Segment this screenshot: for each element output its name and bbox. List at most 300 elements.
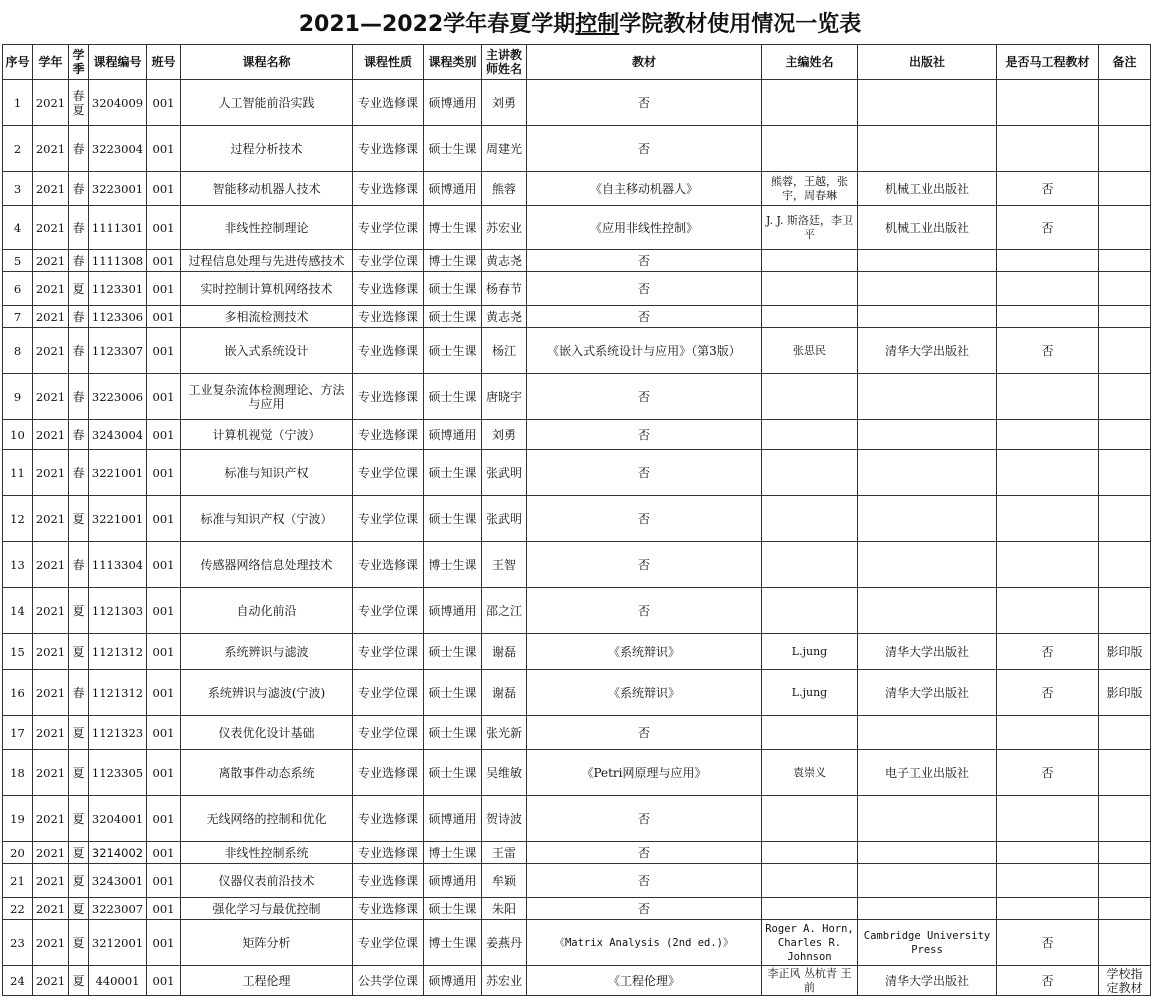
cell-mgc (997, 588, 1099, 634)
cell-nature: 专业选修课 (353, 328, 424, 374)
cell-book: 否 (527, 842, 762, 864)
cell-nature: 专业学位课 (353, 634, 424, 670)
cell-book: 否 (527, 450, 762, 496)
cell-cls: 001 (147, 898, 181, 920)
cell-no: 21 (3, 864, 33, 898)
cell-term: 夏 (69, 796, 89, 842)
cell-no: 14 (3, 588, 33, 634)
cell-cls: 001 (147, 750, 181, 796)
cell-code: 3243004 (89, 420, 147, 450)
cell-book: 《自主移动机器人》 (527, 172, 762, 206)
cell-nature: 专业学位课 (353, 588, 424, 634)
cell-code: 1111301 (89, 206, 147, 250)
cell-code: 3223006 (89, 374, 147, 420)
cell-category: 博士生课 (424, 542, 482, 588)
cell-term: 夏 (69, 750, 89, 796)
header-cell: 班号 (147, 45, 181, 80)
cell-no: 15 (3, 634, 33, 670)
cell-nature: 专业选修课 (353, 842, 424, 864)
cell-note (1099, 542, 1151, 588)
cell-term: 夏 (69, 842, 89, 864)
cell-category: 硕士生课 (424, 374, 482, 420)
cell-cls: 001 (147, 420, 181, 450)
table-row (3, 450, 1151, 496)
cell-editor (762, 272, 858, 306)
cell-no: 5 (3, 250, 33, 272)
cell-code: 1123307 (89, 328, 147, 374)
cell-editor (762, 842, 858, 864)
cell-cls: 001 (147, 634, 181, 670)
cell-note (1099, 796, 1151, 842)
cell-publisher (858, 496, 997, 542)
cell-note (1099, 420, 1151, 450)
cell-no: 3 (3, 172, 33, 206)
cell-cls: 001 (147, 496, 181, 542)
cell-publisher (858, 842, 997, 864)
cell-cls: 001 (147, 80, 181, 126)
cell-publisher (858, 374, 997, 420)
cell-name: 系统辨识与滤波(宁波) (181, 670, 353, 716)
cell-book: 否 (527, 898, 762, 920)
cell-term: 夏 (69, 716, 89, 750)
cell-term: 夏 (69, 966, 89, 996)
cell-nature: 公共学位课 (353, 966, 424, 996)
cell-year: 2021 (33, 898, 69, 920)
cell-name: 过程分析技术 (181, 126, 353, 172)
cell-mgc (997, 496, 1099, 542)
cell-no: 9 (3, 374, 33, 420)
header-cell: 主讲教师姓名 (482, 45, 527, 80)
cell-teacher: 熊蓉 (482, 172, 527, 206)
header-cell: 学季 (69, 45, 89, 80)
cell-publisher (858, 864, 997, 898)
cell-nature: 专业学位课 (353, 716, 424, 750)
cell-category: 硕士生课 (424, 272, 482, 306)
cell-mgc: 否 (997, 328, 1099, 374)
cell-note (1099, 328, 1151, 374)
cell-publisher (858, 250, 997, 272)
cell-year: 2021 (33, 716, 69, 750)
cell-mgc (997, 716, 1099, 750)
cell-name: 非线性控制理论 (181, 206, 353, 250)
cell-term: 春 (69, 250, 89, 272)
cell-mgc (997, 272, 1099, 306)
cell-editor (762, 588, 858, 634)
cell-no: 6 (3, 272, 33, 306)
cell-code: 1121312 (89, 634, 147, 670)
table-row (3, 542, 1151, 588)
cell-term: 春 (69, 306, 89, 328)
cell-teacher: 刘勇 (482, 420, 527, 450)
cell-note (1099, 272, 1151, 306)
cell-nature: 专业选修课 (353, 80, 424, 126)
header-cell: 出版社 (858, 45, 997, 80)
cell-code: 1123306 (89, 306, 147, 328)
cell-name: 强化学习与最优控制 (181, 898, 353, 920)
cell-code: 1123305 (89, 750, 147, 796)
cell-book: 否 (527, 496, 762, 542)
cell-cls: 001 (147, 842, 181, 864)
table-row (3, 588, 1151, 634)
cell-category: 博士生课 (424, 920, 482, 966)
cell-category: 硕士生课 (424, 750, 482, 796)
cell-cls: 001 (147, 450, 181, 496)
cell-nature: 专业选修课 (353, 374, 424, 420)
cell-term: 夏 (69, 496, 89, 542)
cell-editor: 袁崇义 (762, 750, 858, 796)
cell-mgc (997, 80, 1099, 126)
cell-year: 2021 (33, 842, 69, 864)
cell-editor (762, 496, 858, 542)
cell-nature: 专业选修课 (353, 750, 424, 796)
cell-name: 多相流检测技术 (181, 306, 353, 328)
cell-name: 仪器仪表前沿技术 (181, 864, 353, 898)
cell-code: 3223007 (89, 898, 147, 920)
cell-no: 13 (3, 542, 33, 588)
table-row (3, 306, 1151, 328)
cell-publisher (858, 80, 997, 126)
table-row (3, 250, 1151, 272)
page-title (0, 3, 1160, 43)
title-college: 控制 (575, 12, 620, 37)
cell-term: 春 (69, 374, 89, 420)
cell-teacher: 吴维敏 (482, 750, 527, 796)
cell-term: 夏 (69, 588, 89, 634)
cell-name: 过程信息处理与先进传感技术 (181, 250, 353, 272)
cell-code: 1113304 (89, 542, 147, 588)
cell-code: 3214002 (89, 842, 147, 864)
cell-mgc: 否 (997, 670, 1099, 716)
cell-name: 标准与知识产权（宁波） (181, 496, 353, 542)
cell-teacher: 牟颖 (482, 864, 527, 898)
cell-year: 2021 (33, 206, 69, 250)
cell-category: 博士生课 (424, 250, 482, 272)
table-row (3, 670, 1151, 716)
cell-term: 夏 (69, 864, 89, 898)
cell-note (1099, 306, 1151, 328)
cell-term: 春 (69, 172, 89, 206)
cell-term: 夏 (69, 634, 89, 670)
cell-cls: 001 (147, 716, 181, 750)
cell-editor (762, 80, 858, 126)
cell-year: 2021 (33, 634, 69, 670)
cell-name: 工业复杂流体检测理论、方法与应用 (181, 374, 353, 420)
cell-year: 2021 (33, 250, 69, 272)
cell-publisher (858, 898, 997, 920)
cell-teacher: 周建光 (482, 126, 527, 172)
header-cell: 主编姓名 (762, 45, 858, 80)
cell-publisher: 清华大学出版社 (858, 634, 997, 670)
cell-editor (762, 796, 858, 842)
cell-note (1099, 172, 1151, 206)
cell-book: 否 (527, 716, 762, 750)
cell-name: 实时控制计算机网络技术 (181, 272, 353, 306)
title-suffix: 学院教材使用情况一览表 (619, 12, 862, 37)
cell-teacher: 王雷 (482, 842, 527, 864)
cell-book: 否 (527, 126, 762, 172)
cell-publisher (858, 716, 997, 750)
cell-category: 博士生课 (424, 842, 482, 864)
cell-cls: 001 (147, 374, 181, 420)
cell-no: 8 (3, 328, 33, 374)
cell-term: 春 (69, 420, 89, 450)
cell-nature: 专业选修课 (353, 126, 424, 172)
cell-editor (762, 374, 858, 420)
cell-teacher: 贺诗波 (482, 796, 527, 842)
cell-term: 夏 (69, 272, 89, 306)
cell-note (1099, 750, 1151, 796)
cell-book: 《应用非线性控制》 (527, 206, 762, 250)
cell-editor (762, 898, 858, 920)
cell-no: 19 (3, 796, 33, 842)
cell-note (1099, 126, 1151, 172)
cell-publisher: 机械工业出版社 (858, 206, 997, 250)
cell-code: 3223004 (89, 126, 147, 172)
table-row (3, 716, 1151, 750)
cell-name: 人工智能前沿实践 (181, 80, 353, 126)
cell-mgc: 否 (997, 920, 1099, 966)
cell-year: 2021 (33, 306, 69, 328)
cell-publisher (858, 450, 997, 496)
cell-year: 2021 (33, 272, 69, 306)
cell-no: 24 (3, 966, 33, 996)
table-row (3, 842, 1151, 864)
cell-no: 2 (3, 126, 33, 172)
cell-book: 《系统辩识》 (527, 634, 762, 670)
cell-note: 影印版 (1099, 670, 1151, 716)
cell-name: 离散事件动态系统 (181, 750, 353, 796)
cell-cls: 001 (147, 588, 181, 634)
cell-no: 12 (3, 496, 33, 542)
cell-mgc (997, 420, 1099, 450)
cell-no: 17 (3, 716, 33, 750)
cell-cls: 001 (147, 272, 181, 306)
cell-cls: 001 (147, 206, 181, 250)
cell-no: 7 (3, 306, 33, 328)
cell-year: 2021 (33, 420, 69, 450)
cell-nature: 专业选修课 (353, 306, 424, 328)
cell-cls: 001 (147, 328, 181, 374)
cell-name: 仪表优化设计基础 (181, 716, 353, 750)
cell-name: 标准与知识产权 (181, 450, 353, 496)
cell-book: 《Matrix Analysis (2nd ed.)》 (527, 920, 762, 966)
cell-year: 2021 (33, 920, 69, 966)
cell-editor: 李正风 丛杭青 王前 (762, 966, 858, 996)
cell-note (1099, 206, 1151, 250)
cell-no: 1 (3, 80, 33, 126)
cell-category: 硕士生课 (424, 496, 482, 542)
cell-mgc (997, 796, 1099, 842)
cell-teacher: 王智 (482, 542, 527, 588)
cell-name: 工程伦理 (181, 966, 353, 996)
cell-name: 自动化前沿 (181, 588, 353, 634)
cell-name: 嵌入式系统设计 (181, 328, 353, 374)
cell-code: 3221001 (89, 496, 147, 542)
cell-category: 硕博通用 (424, 864, 482, 898)
cell-publisher (858, 306, 997, 328)
cell-category: 硕博通用 (424, 172, 482, 206)
cell-category: 硕士生课 (424, 634, 482, 670)
cell-term: 春 (69, 126, 89, 172)
header-cell: 课程编号 (89, 45, 147, 80)
table-row (3, 374, 1151, 420)
cell-code: 3223001 (89, 172, 147, 206)
textbook-table (2, 44, 1151, 996)
cell-editor (762, 542, 858, 588)
cell-code: 3204001 (89, 796, 147, 842)
cell-category: 硕博通用 (424, 966, 482, 996)
cell-nature: 专业选修课 (353, 796, 424, 842)
cell-editor (762, 250, 858, 272)
cell-mgc (997, 306, 1099, 328)
cell-code: 3204009 (89, 80, 147, 126)
cell-mgc: 否 (997, 634, 1099, 670)
cell-year: 2021 (33, 864, 69, 898)
cell-mgc: 否 (997, 172, 1099, 206)
table-row (3, 272, 1151, 306)
table-row (3, 966, 1151, 996)
cell-note (1099, 496, 1151, 542)
cell-note (1099, 864, 1151, 898)
cell-editor (762, 450, 858, 496)
cell-editor (762, 864, 858, 898)
cell-cls: 001 (147, 250, 181, 272)
table-row (3, 80, 1151, 126)
cell-code: 1111308 (89, 250, 147, 272)
cell-no: 11 (3, 450, 33, 496)
cell-book: 《Petri网原理与应用》 (527, 750, 762, 796)
cell-teacher: 苏宏业 (482, 966, 527, 996)
cell-teacher: 谢磊 (482, 634, 527, 670)
cell-editor: 熊蓉，王越，张宇，周春琳 (762, 172, 858, 206)
cell-book: 否 (527, 250, 762, 272)
cell-teacher: 苏宏业 (482, 206, 527, 250)
cell-publisher (858, 542, 997, 588)
cell-name: 计算机视觉（宁波） (181, 420, 353, 450)
cell-year: 2021 (33, 374, 69, 420)
cell-note (1099, 716, 1151, 750)
cell-teacher: 黄志尧 (482, 306, 527, 328)
table-row (3, 796, 1151, 842)
cell-mgc (997, 250, 1099, 272)
cell-note (1099, 588, 1151, 634)
cell-cls: 001 (147, 172, 181, 206)
cell-note (1099, 842, 1151, 864)
cell-publisher: Cambridge University Press (858, 920, 997, 966)
cell-category: 博士生课 (424, 206, 482, 250)
cell-teacher: 黄志尧 (482, 250, 527, 272)
cell-year: 2021 (33, 450, 69, 496)
header-cell: 教材 (527, 45, 762, 80)
cell-note: 学校指定教材 (1099, 966, 1151, 996)
cell-category: 硕士生课 (424, 306, 482, 328)
cell-year: 2021 (33, 750, 69, 796)
cell-nature: 专业选修课 (353, 898, 424, 920)
cell-book: 否 (527, 306, 762, 328)
cell-year: 2021 (33, 328, 69, 374)
cell-category: 硕士生课 (424, 450, 482, 496)
cell-category: 硕博通用 (424, 588, 482, 634)
cell-publisher (858, 796, 997, 842)
cell-cls: 001 (147, 920, 181, 966)
cell-note (1099, 450, 1151, 496)
cell-cls: 001 (147, 864, 181, 898)
cell-book: 否 (527, 374, 762, 420)
cell-teacher: 杨春节 (482, 272, 527, 306)
cell-note: 影印版 (1099, 634, 1151, 670)
cell-mgc: 否 (997, 966, 1099, 996)
table-row (3, 206, 1151, 250)
cell-note (1099, 920, 1151, 966)
cell-name: 矩阵分析 (181, 920, 353, 966)
cell-teacher: 张武明 (482, 450, 527, 496)
cell-nature: 专业选修课 (353, 272, 424, 306)
cell-category: 硕士生课 (424, 126, 482, 172)
cell-category: 硕士生课 (424, 328, 482, 374)
cell-code: 3243001 (89, 864, 147, 898)
cell-book: 《系统辩识》 (527, 670, 762, 716)
cell-cls: 001 (147, 542, 181, 588)
cell-editor: Roger A. Horn, Charles R. Johnson (762, 920, 858, 966)
header-row (3, 45, 1151, 80)
cell-code: 1121323 (89, 716, 147, 750)
cell-term: 春 (69, 542, 89, 588)
cell-mgc: 否 (997, 750, 1099, 796)
cell-nature: 专业选修课 (353, 864, 424, 898)
cell-term: 春 (69, 206, 89, 250)
cell-editor (762, 716, 858, 750)
cell-note (1099, 898, 1151, 920)
table-row (3, 496, 1151, 542)
cell-cls: 001 (147, 966, 181, 996)
cell-name: 传感器网络信息处理技术 (181, 542, 353, 588)
cell-teacher: 杨江 (482, 328, 527, 374)
cell-nature: 专业学位课 (353, 496, 424, 542)
cell-cls: 001 (147, 670, 181, 716)
cell-nature: 专业选修课 (353, 420, 424, 450)
cell-publisher: 清华大学出版社 (858, 670, 997, 716)
cell-teacher: 谢磊 (482, 670, 527, 716)
header-cell: 课程性质 (353, 45, 424, 80)
cell-nature: 专业选修课 (353, 172, 424, 206)
cell-book: 否 (527, 864, 762, 898)
cell-teacher: 刘勇 (482, 80, 527, 126)
header-cell: 备注 (1099, 45, 1151, 80)
cell-no: 20 (3, 842, 33, 864)
table-row (3, 750, 1151, 796)
cell-publisher (858, 588, 997, 634)
cell-name: 非线性控制系统 (181, 842, 353, 864)
header-cell: 序号 (3, 45, 33, 80)
cell-no: 23 (3, 920, 33, 966)
cell-editor (762, 306, 858, 328)
cell-nature: 专业学位课 (353, 206, 424, 250)
cell-publisher: 清华大学出版社 (858, 966, 997, 996)
cell-teacher: 张武明 (482, 496, 527, 542)
header-cell: 课程名称 (181, 45, 353, 80)
cell-editor: L.jung (762, 634, 858, 670)
cell-mgc (997, 864, 1099, 898)
cell-category: 硕士生课 (424, 670, 482, 716)
cell-mgc (997, 450, 1099, 496)
cell-name: 系统辨识与滤波 (181, 634, 353, 670)
title-prefix: 2021—2022学年春夏学期 (298, 12, 576, 37)
cell-publisher: 清华大学出版社 (858, 328, 997, 374)
cell-year: 2021 (33, 80, 69, 126)
cell-editor: 张思民 (762, 328, 858, 374)
cell-mgc: 否 (997, 206, 1099, 250)
header-cell: 学年 (33, 45, 69, 80)
